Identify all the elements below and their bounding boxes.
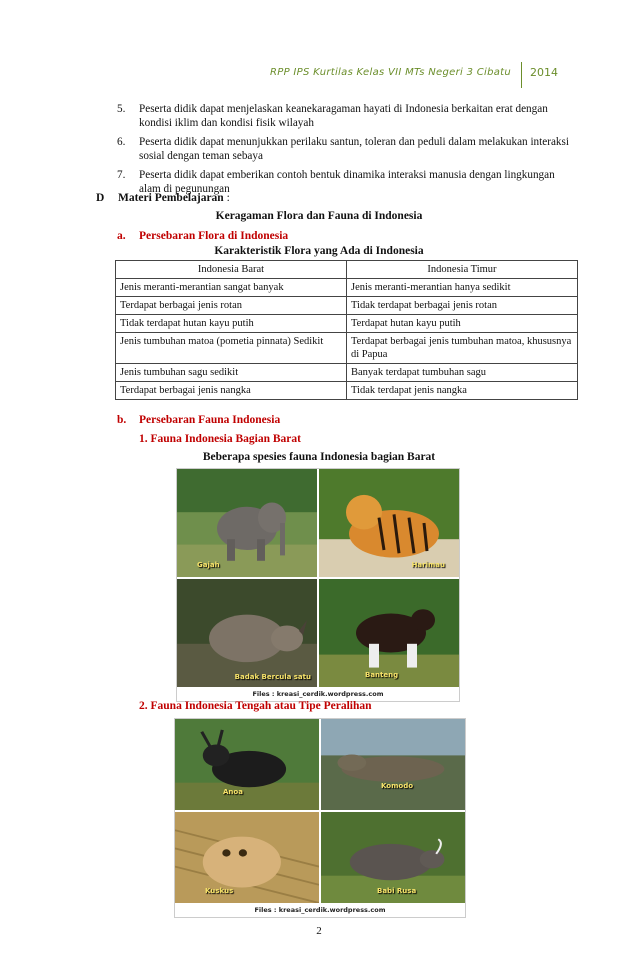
photo-label: Banteng — [365, 671, 399, 679]
photo-label: Gajah — [197, 561, 220, 569]
table-cell: Terdapat berbagai jenis tumbuhan matoa, khususnya di Papua — [347, 333, 578, 364]
photo-elephant — [177, 469, 317, 577]
header-year: 2014 — [530, 66, 558, 79]
photo-anoa — [175, 719, 319, 810]
rhino-photo-icon — [177, 579, 317, 687]
table-cell: Tidak terdapat jenis nangka — [347, 382, 578, 400]
list-item — [117, 102, 577, 130]
topic-title: Keragaman Flora dan Fauna di Indonesia — [215, 210, 423, 222]
subsection-a-heading — [117, 230, 288, 242]
subsection-b-heading — [117, 414, 280, 426]
list-number: 7. — [117, 169, 126, 181]
section-letter: D — [96, 192, 105, 204]
photo-label: Badak Bercula satu — [234, 673, 311, 681]
list-number: 5. — [117, 103, 126, 115]
table-cell: Terdapat berbagai jenis nangka — [116, 382, 347, 400]
photo-credit: Files : kreasi_cerdik.wordpress.com — [177, 687, 459, 701]
photo-label: Harimau — [411, 561, 445, 569]
subsection-text: Persebaran Flora di Indonesia — [139, 230, 289, 242]
komodo-photo-icon — [321, 719, 465, 810]
photo-komodo — [321, 719, 465, 810]
table-cell: Jenis meranti-merantian sangat banyak — [116, 279, 347, 297]
table-cell: Tidak terdapat berbagai jenis rotan — [347, 297, 578, 315]
kuskus-photo-icon — [175, 812, 319, 903]
table-row — [116, 333, 578, 364]
photo-label: Komodo — [381, 782, 414, 790]
section-colon: : — [223, 192, 230, 204]
list-item — [117, 135, 577, 163]
table-caption: Karakteristik Flora yang Ada di Indonesia — [214, 245, 424, 257]
photo-babirusa — [321, 812, 465, 903]
table-cell: Terdapat hutan kayu putih — [347, 315, 578, 333]
column-header: Indonesia Timur — [347, 261, 578, 279]
subsection-text: Persebaran Fauna Indonesia — [139, 414, 281, 426]
photo-banteng — [319, 579, 459, 687]
table-cell: Jenis tumbuhan sagu sedikit — [116, 364, 347, 382]
list-text: Peserta didik dapat menjelaskan keanekaragaman hayati di Indonesia berkaitan erat dengan kondisi iklim dan kondisi fisik wilayah — [139, 103, 548, 129]
anoa-photo-icon — [175, 719, 319, 810]
table-header-row — [116, 261, 578, 279]
list-number: 6. — [117, 136, 126, 148]
table-cell: Jenis tumbuhan matoa (pometia pinnata) Sedikit — [116, 333, 347, 364]
photo-label: Babi Rusa — [377, 887, 417, 895]
subsection-letter: a. — [117, 230, 126, 242]
fauna-west-heading: 1. Fauna Indonesia Bagian Barat — [139, 433, 301, 445]
photo-credit: Files : kreasi_cerdik.wordpress.com — [175, 903, 465, 917]
objectives-list — [117, 102, 577, 201]
section-label: Materi Pembelajaran — [118, 192, 224, 204]
table-row — [116, 297, 578, 315]
section-d-heading — [96, 192, 230, 204]
photo-rhino — [177, 579, 317, 687]
column-header: Indonesia Barat — [116, 261, 347, 279]
photo-kuskus — [175, 812, 319, 903]
flora-table — [115, 260, 578, 400]
header-title: RPP IPS Kurtilas Kelas VII MTs Negeri 3 Cibatu — [270, 67, 511, 78]
table-cell: Banyak terdapat tumbuhan sagu — [347, 364, 578, 382]
fauna-central-heading: 2. Fauna Indonesia Tengah atau Tipe Peralihan — [139, 700, 372, 712]
photo-label: Anoa — [223, 788, 243, 796]
list-text: Peserta didik dapat menunjukkan perilaku santun, toleran dan peduli dalam melakukan interaksi sosial dengan teman sebaya — [139, 136, 569, 162]
table-row — [116, 315, 578, 333]
table-cell: Terdapat berbagai jenis rotan — [116, 297, 347, 315]
table-cell: Tidak terdapat hutan kayu putih — [116, 315, 347, 333]
table-row — [116, 364, 578, 382]
photo-label: Kuskus — [205, 887, 234, 895]
subsection-letter: b. — [117, 414, 127, 426]
photo-tiger — [319, 469, 459, 577]
table-row — [116, 382, 578, 400]
fauna-central-photo-grid — [174, 718, 466, 918]
page-number: 2 — [316, 925, 322, 937]
page-header — [270, 62, 558, 88]
table-row — [116, 279, 578, 297]
list-text: Peserta didik dapat emberikan contoh bentuk dinamika interaksi manusia dengan lingkungan alam di pegunungan — [139, 169, 555, 195]
fauna-west-caption: Beberapa spesies fauna Indonesia bagian Barat — [202, 451, 436, 463]
fauna-west-photo-grid — [176, 468, 460, 702]
table-cell: Jenis meranti-merantian hanya sedikit — [347, 279, 578, 297]
